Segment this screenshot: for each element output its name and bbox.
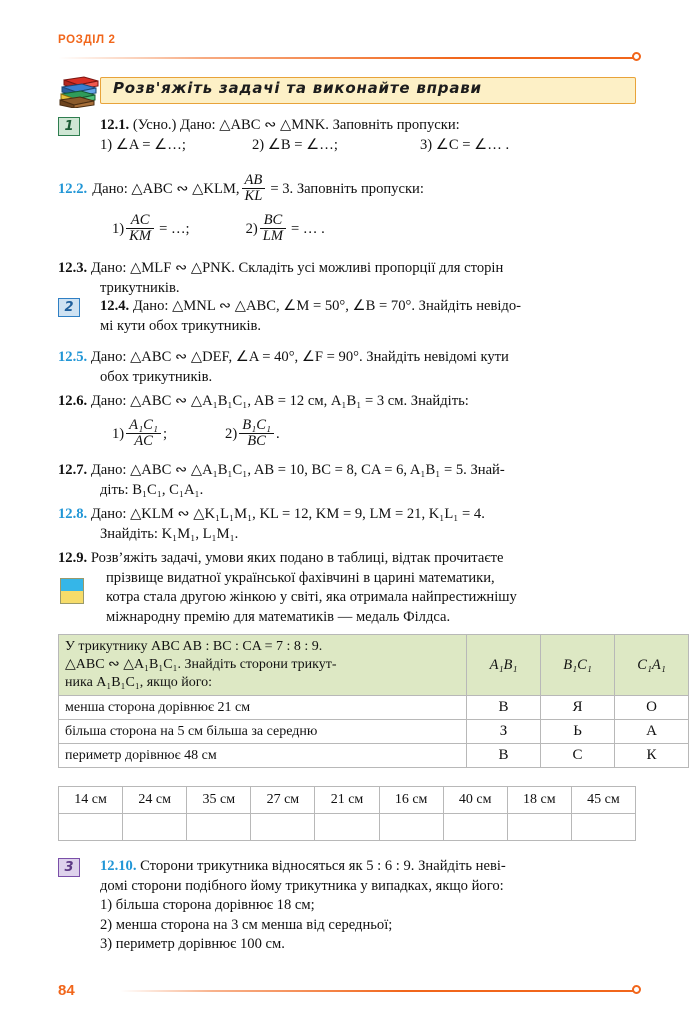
difficulty-badge-level-3: 3 <box>58 858 80 877</box>
page-header <box>0 34 695 64</box>
sub-item-tail: = … . <box>291 220 325 237</box>
blank-cell[interactable] <box>123 814 187 841</box>
exercise-text: Дано: △ABC ∾ △DEF, ∠A = 40°, ∠F = 90°. Знайдіть невідомі кути <box>90 349 509 365</box>
answer-letter-cell: О <box>615 696 689 720</box>
exercise-12-9 <box>58 549 648 627</box>
exercise-text: Дано: △KLM ∾ △K₁L₁M₁, KL = 12, KM = 9, LM = 21, K₁L₁ = 4. <box>90 506 485 522</box>
answer-blank-row <box>59 814 636 841</box>
exercise-text: (Усно.) Дано: △ABC ∾ △MNK. Заповніть пропуски: <box>132 117 460 133</box>
chapter-label: РОЗДІЛ 2 <box>58 34 116 46</box>
exercise-item: 1) більша сторона дорівнює 18 см; <box>100 897 315 913</box>
fraction-denominator: LM <box>260 228 286 244</box>
condition-cell: периметр дорівнює 48 см <box>59 744 467 768</box>
exercise-item: 1) ∠A = ∠…; <box>100 136 186 153</box>
exercise-text-line2: трикутників. <box>100 279 180 296</box>
answer-value-cell: 16 см <box>379 787 443 814</box>
task-table <box>58 634 689 768</box>
sub-item-label: 2) <box>225 425 238 442</box>
exercise-12-2 <box>58 174 648 245</box>
answer-letter-cell: Ь <box>541 720 615 744</box>
exercise-number: 12.10. <box>100 858 137 874</box>
fraction-ab-kl <box>242 173 266 205</box>
answer-value-cell: 35 см <box>187 787 251 814</box>
exercise-text: Розв’яжіть задачі, умови яких подано в таблиці, відтак прочитаєте <box>90 550 504 566</box>
task-description-cell <box>59 635 467 696</box>
footer-divider-line <box>120 990 636 992</box>
exercise-number: 12.9. <box>58 550 88 566</box>
exercise-12-10 <box>100 857 645 955</box>
answer-value-cell: 40 см <box>443 787 507 814</box>
blank-cell[interactable] <box>59 814 123 841</box>
column-header-a1b1: A₁B₁ <box>467 635 541 696</box>
exercise-text-tail: = 3. Заповніть пропуски: <box>270 181 424 198</box>
exercise-item: 3) периметр дорівнює 100 см. <box>100 936 285 952</box>
answer-letter-cell: Я <box>541 696 615 720</box>
exercise-12-4 <box>100 297 645 336</box>
task-description-line3: ника A₁B₁C₁, якщо його: <box>65 675 213 690</box>
answer-values-row <box>59 787 636 814</box>
stacked-books-icon <box>58 74 104 108</box>
exercise-text: Дано: △ABC ∾ △A₁B₁C₁, AB = 10, BC = 8, CA = 6, A₁B₁ = 5. Знай- <box>90 462 505 478</box>
answer-letter-cell: З <box>467 720 541 744</box>
exercise-number: 12.1. <box>100 117 130 133</box>
exercise-text-line2: мі кути обох трикутників. <box>100 317 262 334</box>
sub-item-tail: = …; <box>159 220 190 237</box>
blank-cell[interactable] <box>443 814 507 841</box>
exercise-item: 3) ∠C = ∠… . <box>420 136 510 153</box>
sub-item-label: 1) <box>112 220 125 237</box>
banner-title: Розв'яжіть задачі та виконайте вправи <box>113 79 482 97</box>
fraction-denominator: AC <box>126 433 161 449</box>
answer-letter-cell: К <box>615 744 689 768</box>
answer-letter-cell: А <box>615 720 689 744</box>
fraction-numerator: AB <box>244 172 263 188</box>
fraction-numerator: BC <box>263 211 283 228</box>
table-row <box>59 720 689 744</box>
exercise-12-3 <box>58 259 648 298</box>
answer-value-cell: 21 см <box>315 787 379 814</box>
page-number: 84 <box>58 982 75 999</box>
header-end-circle-icon <box>632 52 641 61</box>
exercise-number: 12.2. <box>58 181 88 198</box>
fraction-numerator: AC <box>130 211 150 228</box>
table-header-row <box>59 635 689 696</box>
exercise-12-1 <box>100 116 645 155</box>
answer-letter-cell: В <box>467 696 541 720</box>
column-header-c1a1: C₁A₁ <box>615 635 689 696</box>
exercise-12-7 <box>58 461 648 500</box>
table-row <box>59 696 689 720</box>
difficulty-badge-level-1: 1 <box>58 117 80 136</box>
blank-cell[interactable] <box>315 814 379 841</box>
blank-cell[interactable] <box>379 814 443 841</box>
answer-value-cell: 14 см <box>59 787 123 814</box>
answer-value-cell: 45 см <box>571 787 635 814</box>
condition-cell: більша сторона на 5 см більша за середню <box>59 720 467 744</box>
answer-letter-cell: С <box>541 744 615 768</box>
fraction-numerator: A₁C₁ <box>129 416 158 433</box>
exercise-text: Сторони трикутника відносяться як 5 : 6 : 9. Знайдіть неві- <box>140 858 506 874</box>
answer-value-cell: 27 см <box>251 787 315 814</box>
fraction-a1c1-ac <box>126 418 161 450</box>
fraction-bc-lm <box>260 213 286 245</box>
exercise-text: Дано: △MNL ∾ △ABC, ∠M = 50°, ∠B = 70°. Знайдіть невідо- <box>132 298 522 314</box>
exercise-text-line2: домі сторони подібного йому трикутника у випадках, якщо його: <box>100 877 504 894</box>
blank-cell[interactable] <box>571 814 635 841</box>
table-row <box>59 744 689 768</box>
exercise-text-line3: котра стала другою жінкою у світі, яка отримала найпрестижнішу <box>106 589 517 605</box>
exercise-12-6 <box>58 392 648 450</box>
fraction-denominator: BC <box>239 433 274 449</box>
section-banner <box>58 74 636 108</box>
exercise-number: 12.6. <box>58 393 88 409</box>
exercise-text-line2: обох трикутників. <box>100 368 213 385</box>
sub-item-tail: . <box>276 425 280 442</box>
sub-item-label: 1) <box>112 425 125 442</box>
exercise-text: Дано: △MLF ∾ △PNK. Складіть усі можливі пропорції для сторін <box>90 260 504 276</box>
fraction-denominator: KM <box>126 228 154 244</box>
footer-end-circle-icon <box>632 985 641 994</box>
exercise-number: 12.3. <box>58 260 88 276</box>
difficulty-badge-level-2: 2 <box>58 298 80 317</box>
sub-item-tail: ; <box>162 425 168 442</box>
condition-cell: менша сторона дорівнює 21 см <box>59 696 467 720</box>
fraction-denominator: KL <box>242 188 266 204</box>
exercise-12-5 <box>58 348 648 387</box>
exercise-text-line2: діть: B₁C₁, C₁A₁. <box>100 481 204 498</box>
header-divider-line <box>58 57 636 59</box>
task-description-line2: △ABC ∾ △A₁B₁C₁. Знайдіть сторони трикут- <box>65 657 337 672</box>
exercise-text-line2: Знайдіть: K₁M₁, L₁M₁. <box>100 525 239 542</box>
exercise-number: 12.7. <box>58 462 88 478</box>
answer-value-cell: 18 см <box>507 787 571 814</box>
exercise-text: Дано: △ABC ∾ △KLM, <box>92 181 240 198</box>
exercise-item: 2) ∠B = ∠…; <box>252 136 338 153</box>
sub-item-label: 2) <box>245 220 258 237</box>
exercise-12-8 <box>58 505 648 544</box>
fraction-numerator: B₁C₁ <box>242 416 271 433</box>
blank-cell[interactable] <box>187 814 251 841</box>
exercise-number: 12.4. <box>100 298 130 314</box>
exercise-text-line4: міжнародну премію для математиків — медаль Філдса. <box>106 608 451 625</box>
task-description-line1: У трикутнику ABC AB : BC : CA = 7 : 8 : 9. <box>65 639 323 654</box>
fraction-b1c1-bc <box>239 418 274 450</box>
blank-cell[interactable] <box>251 814 315 841</box>
exercise-number: 12.5. <box>58 349 88 365</box>
answer-value-cell: 24 см <box>123 787 187 814</box>
exercise-item: 2) менша сторона на 3 см менша від середньої; <box>100 916 393 933</box>
blank-cell[interactable] <box>507 814 571 841</box>
column-header-b1c1: B₁C₁ <box>541 635 615 696</box>
exercise-text: Дано: △ABC ∾ △A₁B₁C₁, AB = 12 см, A₁B₁ = 3 см. Знайдіть: <box>90 393 469 409</box>
answer-key-table <box>58 786 636 841</box>
fraction-ac-km <box>126 213 154 245</box>
exercise-number: 12.8. <box>58 506 88 522</box>
exercise-text-line2: прізвище видатної української фахівчині в царині математики, <box>106 569 495 586</box>
answer-letter-cell: В <box>467 744 541 768</box>
